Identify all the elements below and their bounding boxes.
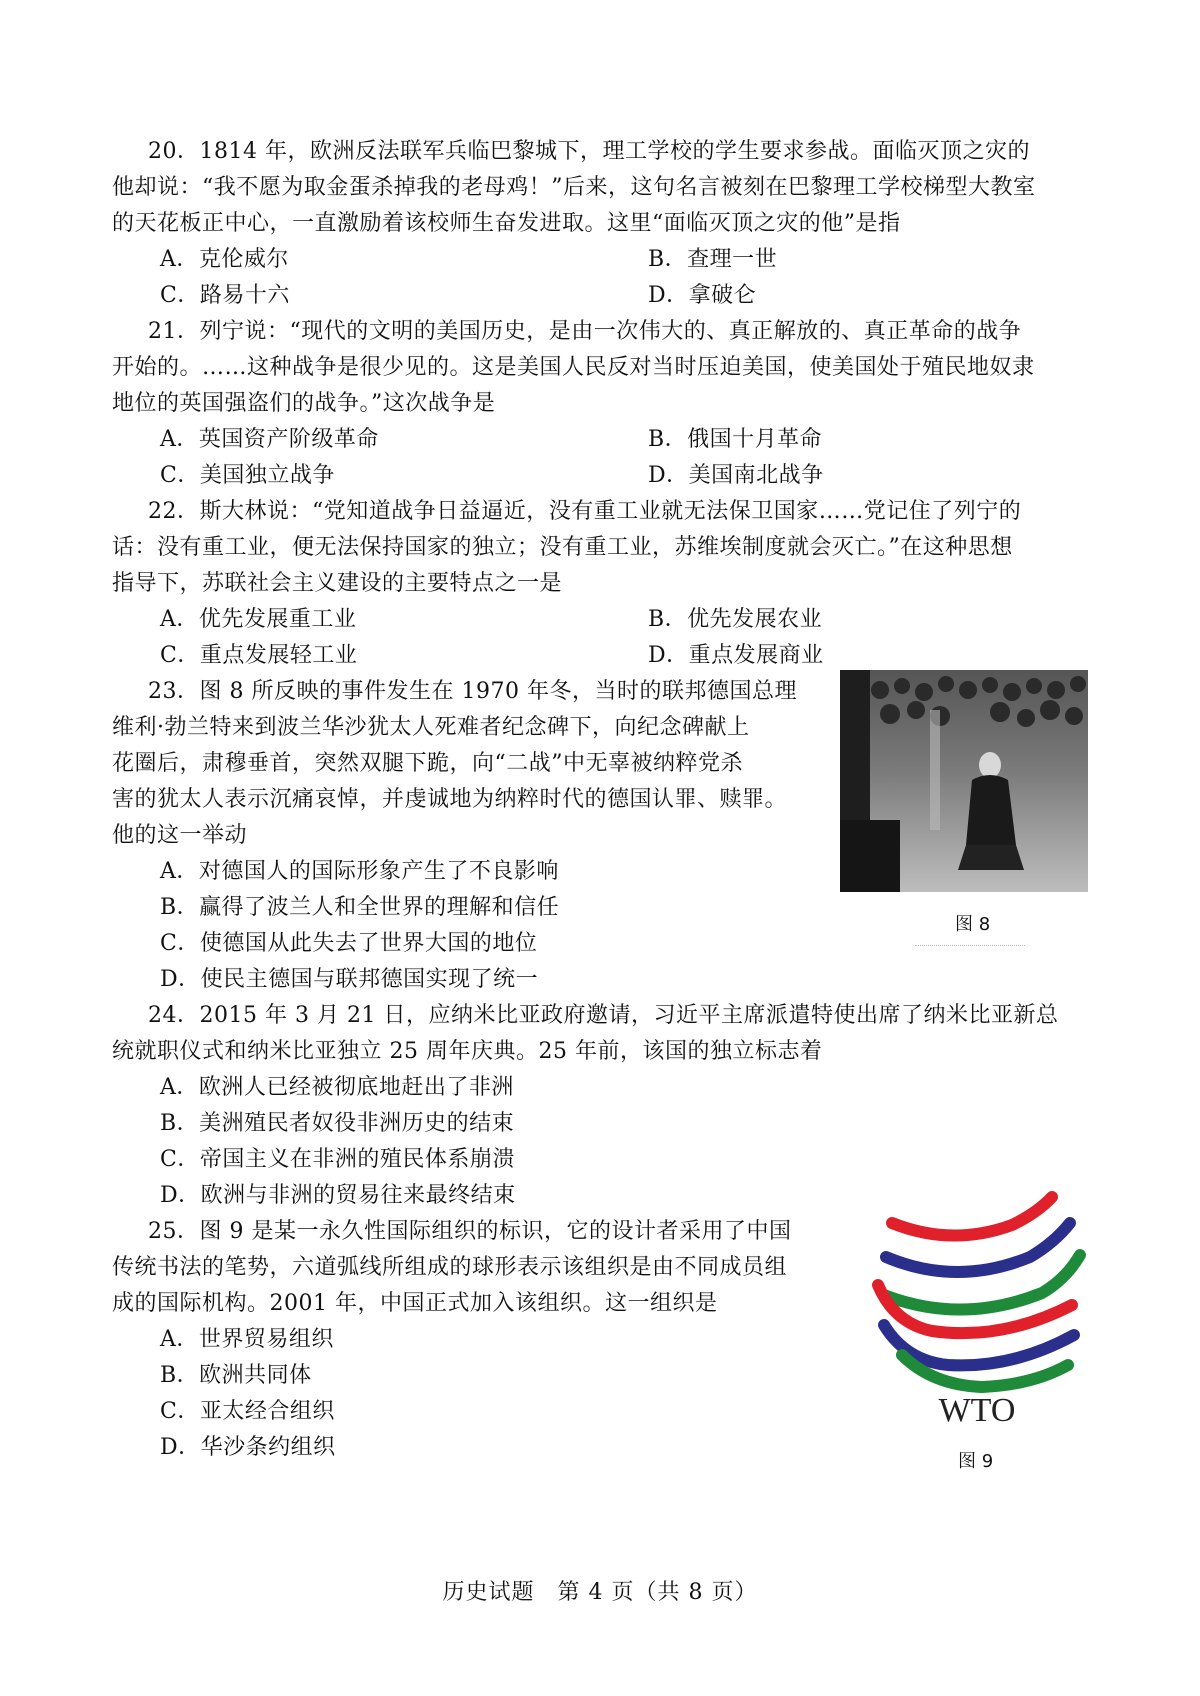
q25-line-2: 传统书法的笔势，六道弧线所组成的球形表示该组织是由不同成员组 bbox=[112, 1255, 788, 1280]
q21-line-3: 地位的英国强盗们的战争。”这次战争是 bbox=[112, 391, 496, 416]
q21-option-a: A．英国资产阶级革命 bbox=[160, 427, 379, 452]
q20-option-c: C．路易十六 bbox=[160, 283, 290, 308]
q22-line-2: 话：没有重工业，便无法保持国家的独立；没有重工业，苏维埃制度就会灭亡。”在这种思想 bbox=[112, 535, 1013, 560]
q25-line-3: 成的国际机构。2001 年，中国正式加入该组织。这一组织是 bbox=[112, 1291, 718, 1316]
figure-9-caption: 图 9 bbox=[958, 1451, 994, 1472]
figure-8-photo bbox=[840, 670, 1088, 892]
q23-option-b: B．赢得了波兰人和全世界的理解和信任 bbox=[160, 895, 560, 920]
q24-option-a: A．欧洲人已经被彻底地赶出了非洲 bbox=[160, 1075, 514, 1100]
kneeling-photo-image bbox=[840, 670, 1088, 892]
q25-option-a: A．世界贸易组织 bbox=[160, 1327, 334, 1352]
q22-line-1: 22．斯大林说：“党知道战争日益逼近，没有重工业就无法保卫国家……党记住了列宁的 bbox=[148, 499, 1022, 524]
q21-option-c: C．美国独立战争 bbox=[160, 463, 335, 488]
q24-line-1: 24．2015 年 3 月 21 日，应纳米比亚政府邀请，习近平主席派遣特使出席了纳米比亚新总 bbox=[148, 1003, 1059, 1028]
q20-option-b: B．查理一世 bbox=[648, 247, 778, 272]
figure-8-caption-box bbox=[915, 905, 1025, 946]
wto-logo-text: WTO bbox=[938, 1392, 1016, 1429]
q24-line-2: 统就职仪式和纳米比亚独立 25 周年庆典。25 年前，该国的独立标志着 bbox=[112, 1039, 823, 1064]
q22-option-c: C．重点发展轻工业 bbox=[160, 643, 358, 668]
q22-option-b: B．优先发展农业 bbox=[648, 607, 823, 632]
q23-line-1: 23．图 8 所反映的事件发生在 1970 年冬，当时的联邦德国总理 bbox=[148, 679, 797, 704]
q24-option-b: B．美洲殖民者奴役非洲历史的结束 bbox=[160, 1111, 515, 1136]
q23-line-5: 他的这一举动 bbox=[112, 823, 248, 848]
q22-option-d: D．重点发展商业 bbox=[648, 643, 824, 668]
q23-option-a: A．对德国人的国际形象产生了不良影响 bbox=[160, 859, 559, 884]
q25-option-b: B．欧洲共同体 bbox=[160, 1363, 312, 1388]
q20-line-1: 20．1814 年，欧洲反法联军兵临巴黎城下，理工学校的学生要求参战。面临灭顶之灾的 bbox=[148, 139, 1030, 164]
q21-option-d: D．美国南北战争 bbox=[648, 463, 824, 488]
q25-line-1: 25．图 9 是某一永久性国际组织的标识，它的设计者采用了中国 bbox=[148, 1219, 792, 1244]
figure-8-caption: 图 8 bbox=[955, 914, 991, 935]
wto-logo-icon bbox=[862, 1185, 1092, 1430]
q22-line-3: 指导下，苏联社会主义建设的主要特点之一是 bbox=[112, 571, 563, 596]
page-footer: 历史试题 第 4 页（共 8 页） bbox=[442, 1580, 758, 1605]
q24-option-c: C．帝国主义在非洲的殖民体系崩溃 bbox=[160, 1147, 515, 1172]
figure-9-wto-logo bbox=[862, 1185, 1092, 1430]
q23-option-c: C．使德国从此失去了世界大国的地位 bbox=[160, 931, 538, 956]
q23-line-2: 维利·勃兰特来到波兰华沙犹太人死难者纪念碑下，向纪念碑献上 bbox=[112, 715, 750, 740]
q25-option-d: D．华沙条约组织 bbox=[160, 1435, 336, 1460]
wto-arc-red-top bbox=[892, 1197, 1052, 1236]
q20-line-2: 他却说：“我不愿为取金蛋杀掉我的老母鸡！”后来，这句名言被刻在巴黎理工学校梯型大教室 bbox=[112, 175, 1036, 200]
q20-option-a: A．克伦威尔 bbox=[160, 247, 289, 272]
q21-line-2: 开始的。……这种战争是很少见的。这是美国人民反对当时压迫美国，使美国处于殖民地奴隶 bbox=[112, 355, 1035, 380]
q23-option-d: D．使民主德国与联邦德国实现了统一 bbox=[160, 967, 539, 992]
q21-option-b: B．俄国十月革命 bbox=[648, 427, 823, 452]
q23-line-4: 害的犹太人表示沉痛哀悼，并虔诚地为纳粹时代的德国认罪、赎罪。 bbox=[112, 787, 788, 812]
q23-line-3: 花圈后，肃穆垂首，突然双腿下跪，向“二战”中无辜被纳粹党杀 bbox=[112, 751, 743, 776]
q20-line-3: 的天花板正中心，一直激励着该校师生奋发进取。这里“面临灭顶之灾的他”是指 bbox=[112, 211, 901, 236]
q22-option-a: A．优先发展重工业 bbox=[160, 607, 357, 632]
q24-option-d: D．欧洲与非洲的贸易往来最终结束 bbox=[160, 1183, 516, 1208]
q20-option-d: D．拿破仑 bbox=[648, 283, 757, 308]
q25-option-c: C．亚太经合组织 bbox=[160, 1399, 335, 1424]
q21-line-1: 21．列宁说：“现代的文明的美国历史，是由一次伟大的、真正解放的、真正革命的战争 bbox=[148, 319, 1022, 344]
